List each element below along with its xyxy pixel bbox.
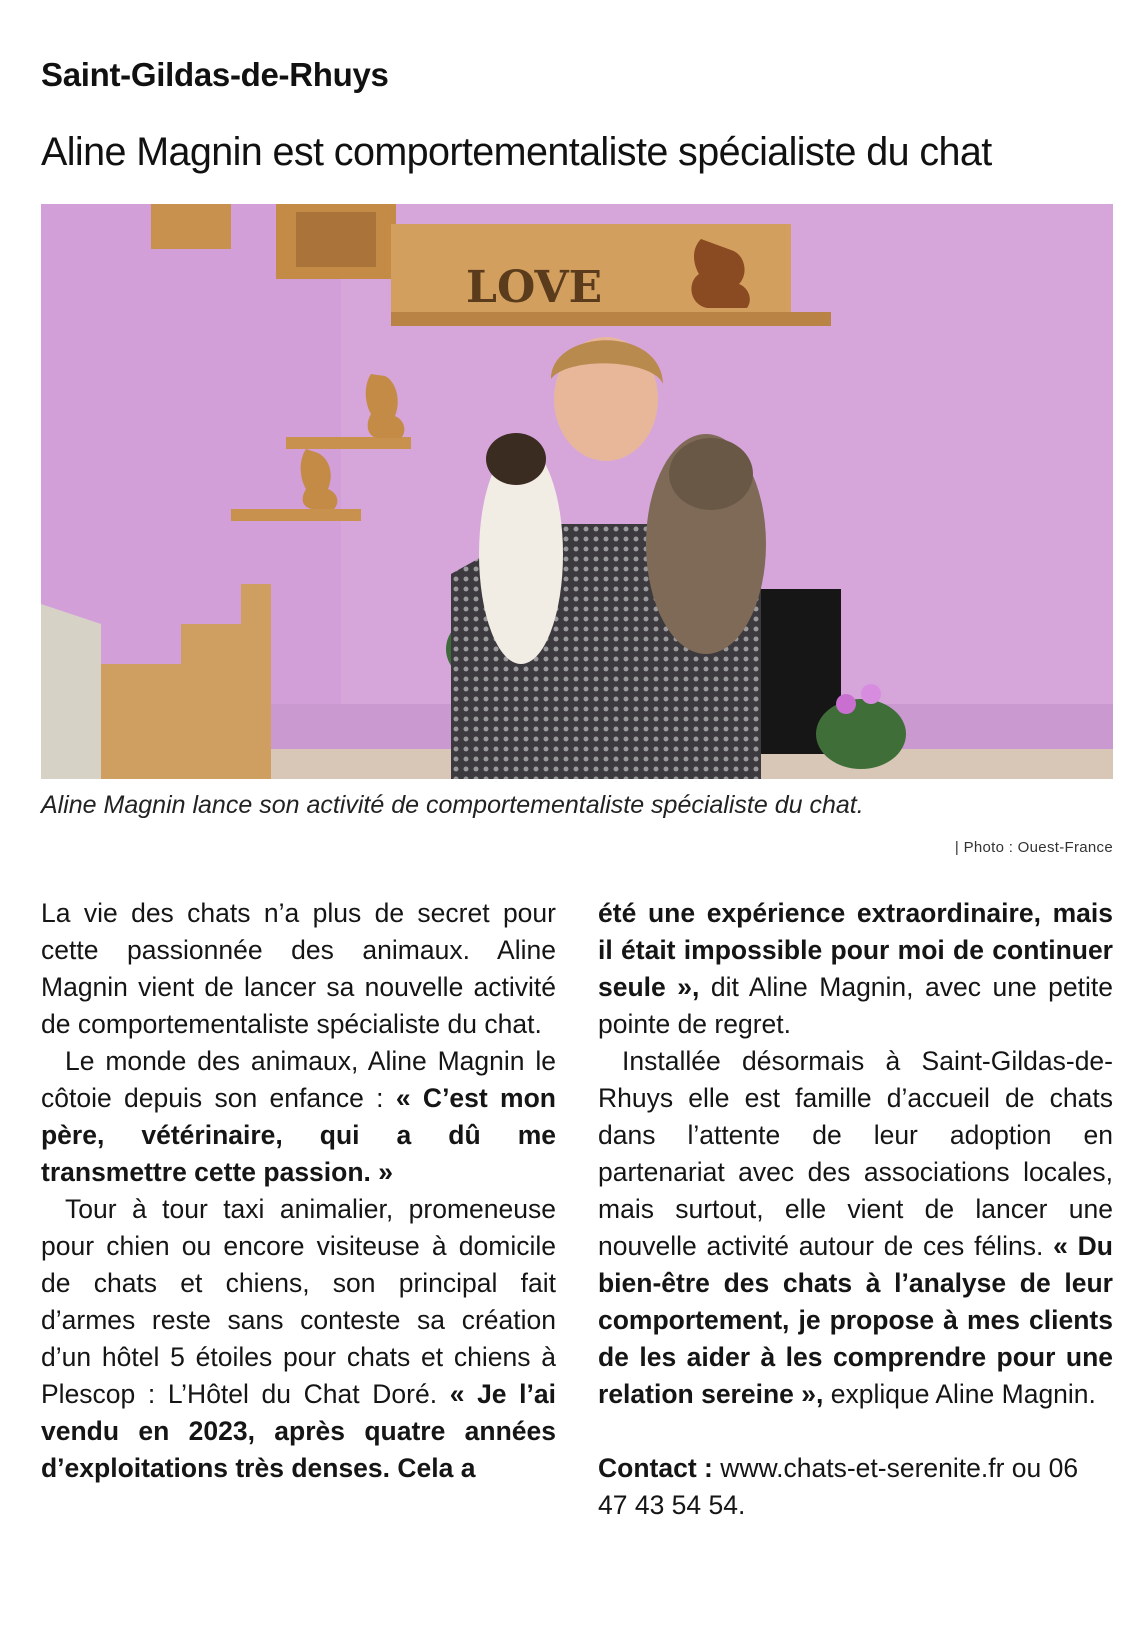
article-photo: [41, 204, 1113, 779]
contact-label: Contact :: [598, 1453, 713, 1483]
paragraph-3-continued: été une expérience extraordinaire, mais il était impossible pour moi de continuer seule », dit Aline Magnin, avec une petite pointe de regret.: [598, 898, 1114, 1039]
headline: Aline Magnin est comportementaliste spécialiste du chat: [41, 130, 992, 174]
photo-caption: Aline Magnin lance son activité de comportementaliste spécialiste du chat.: [41, 791, 864, 819]
kicker-location: Saint-Gildas-de-Rhuys: [41, 56, 389, 93]
article-column-right: [598, 895, 1113, 1524]
paragraph-4: Installée désormais à Saint-Gildas-de-Rhuys elle est famille d’accueil de chats dans l’attente de leur adoption en partenariat avec des associations locales, mais surtout, elle vient de lancer une nouvelle activité autour de ces félins. « Du bien-être des chats à l’analyse de leur comportement, je propose à mes clients de les aider à les comprendre pour une relation sereine », explique Aline Magnin.: [598, 1046, 1113, 1409]
love-sign-text: LOVE: [466, 262, 603, 313]
contact-value: www.chats-et-serenite.fr ou 06 47 43 54 54.: [598, 1453, 1079, 1520]
contact-line: [598, 1450, 1113, 1524]
photo-credit: | Photo : Ouest-France: [954, 839, 1113, 856]
article-column-left: [41, 895, 556, 1487]
paragraph-3: Tour à tour taxi animalier, promeneuse pour chien ou encore visiteuse à domicile de chats et chiens, son principal fait d’armes reste sans conteste sa création d’un hôtel 5 étoiles pour chats et chiens à Plescop : L’Hôtel du Chat Doré. « Je l’ai vendu en 2023, après quatre années d’exploitations très denses. Cela a: [41, 1194, 556, 1483]
paragraph-1: La vie des chats n’a plus de secret pour cette passionnée des animaux. Aline Magnin vient de lancer sa nouvelle activité de comportementaliste spécialiste du chat.: [41, 898, 556, 1039]
paragraph-2: Le monde des animaux, Aline Magnin le côtoie depuis son enfance : « C’est mon père, vétérinaire, qui a dû me transmettre cette passion. »: [41, 1046, 556, 1187]
